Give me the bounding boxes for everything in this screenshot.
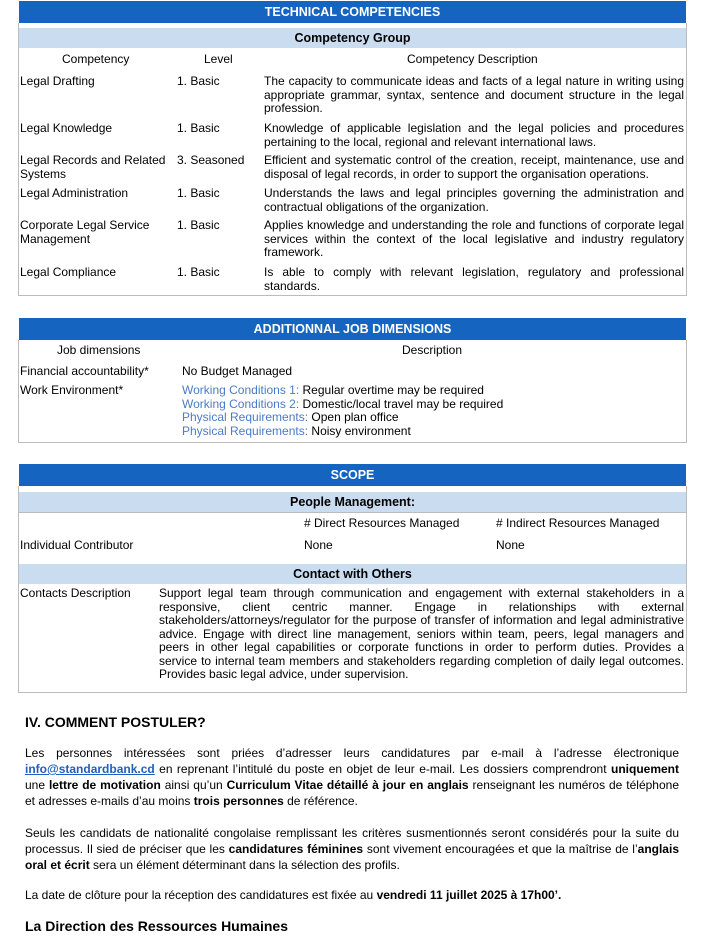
work-item: Working Conditions 1: Regular overtime may be required xyxy=(182,383,484,397)
competency-description: Applies knowledge and understanding the role and functions of corporate legal services within the context of the local legislative and industry regulatory framework. xyxy=(264,218,684,259)
role-value: Individual Contributor xyxy=(20,538,134,552)
apply-heading: IV. COMMENT POSTULER? xyxy=(25,714,206,730)
competency-group-header: Competency Group xyxy=(19,28,686,48)
additional-dimensions-header: ADDITIONNAL JOB DIMENSIONS xyxy=(19,318,686,340)
competency-name: Legal Records and Related Systems xyxy=(20,153,166,181)
contacts-description: Support legal team through communication and engagement with external stakeholders in a responsive, client centric manner. Engage in relationships with external stakeholders/attorneys/regulator for the purpose of transfer of information and legal administrative advice. Engage with direct line management, seniors within team, peers, legal managers and peers in other legal capabilities or corporate functions in order to perform duties. Provides a service to internal team members and stakeholders regarding completion of daily legal outcomes. Provides basic legal advice, under supervision. xyxy=(159,586,684,681)
competency-name: Legal Compliance xyxy=(20,265,117,279)
col-competency-header: Competency xyxy=(62,52,130,66)
apply-paragraph-3: La date de clôture pour la réception des candidatures est fixée au vendredi 11 juillet 2025 à 17h00’. xyxy=(25,888,562,902)
col-dimension-description-header: Description xyxy=(402,343,463,357)
competency-name: Legal Administration xyxy=(20,186,129,200)
direct-resources-header: # Direct Resources Managed xyxy=(304,516,460,530)
competency-level: 1. Basic xyxy=(177,265,220,279)
competency-description: Understands the laws and legal principles governing the administration and contractual obligations of the organization. xyxy=(264,186,684,214)
direct-resources-value: None xyxy=(304,538,333,552)
competency-description: Is able to comply with relevant legislation, regulatory and professional standards. xyxy=(264,265,684,293)
competency-level: 1. Basic xyxy=(177,218,220,232)
competency-level: 3. Seasoned xyxy=(177,153,245,167)
competency-name: Legal Knowledge xyxy=(20,121,113,135)
signature: La Direction des Ressources Humaines xyxy=(25,918,288,934)
competency-description: Efficient and systematic control of the creation, receipt, maintenance, use and disposal of legal records, in order to support the organisation operations. xyxy=(264,153,684,181)
work-item: Physical Requirements: Open plan office xyxy=(182,410,399,424)
divider xyxy=(19,512,686,513)
col-level-header: Level xyxy=(204,52,233,66)
competency-level: 1. Basic xyxy=(177,74,220,88)
apply-paragraph-1: Les personnes intéressées sont priées d’adresser leurs candidatures par e-mail à l’adresse électronique info@standardbank.cd en reprenant l’intitulé du poste en objet de leur e-mail. Les dossiers comprendront uniquement une lettre de motivation ainsi qu’un Curriculum Vitae détaillé à jour en anglais renseignant les numéros de téléphone et adresses e-mails d’au moins trois personnes de référence. xyxy=(25,746,679,808)
financial-accountability-value: No Budget Managed xyxy=(182,364,293,378)
competency-description: Knowledge of applicable legislation and the legal policies and procedures pertaining to the local, regional and relevant international laws. xyxy=(264,121,684,149)
col-job-dimensions-header: Job dimensions xyxy=(57,343,141,357)
col-description-header: Competency Description xyxy=(407,52,538,66)
competency-name: Corporate Legal Service Management xyxy=(20,218,150,246)
competency-level: 1. Basic xyxy=(177,186,220,200)
scope-header: SCOPE xyxy=(19,464,686,486)
apply-paragraph-2: Seuls les candidats de nationalité congolaise remplissant les critères susmentionnés seront considérés pour la suite du processus. Il sied de préciser que les candidatures féminines sont vivement encouragées et que la maîtrise de l’anglais oral et écrit sera un élément déterminant dans la sélection des profils. xyxy=(25,826,679,872)
indirect-resources-value: None xyxy=(496,538,525,552)
financial-accountability-label: Financial accountability* xyxy=(20,364,149,378)
email-link[interactable]: info@standardbank.cd xyxy=(25,762,155,776)
technical-competencies-header: TECHNICAL COMPETENCIES xyxy=(19,1,686,23)
indirect-resources-header: # Indirect Resources Managed xyxy=(496,516,660,530)
people-management-header: People Management: xyxy=(19,492,686,512)
work-item: Working Conditions 2: Domestic/local travel may be required xyxy=(182,396,504,411)
work-environment-list xyxy=(182,384,662,438)
work-item: Physical Requirements: Noisy environment xyxy=(182,423,411,438)
contacts-description-label: Contacts Description xyxy=(20,586,131,600)
competency-description: The capacity to communicate ideas and facts of a legal nature in writing using appropriate grammar, syntax, sentence and document structure in the legal profession. xyxy=(264,74,684,115)
competency-name: Legal Drafting xyxy=(20,74,95,88)
competency-level: 1. Basic xyxy=(177,121,220,135)
contact-with-others-header: Contact with Others xyxy=(19,564,686,584)
work-environment-label: Work Environment* xyxy=(20,383,124,397)
